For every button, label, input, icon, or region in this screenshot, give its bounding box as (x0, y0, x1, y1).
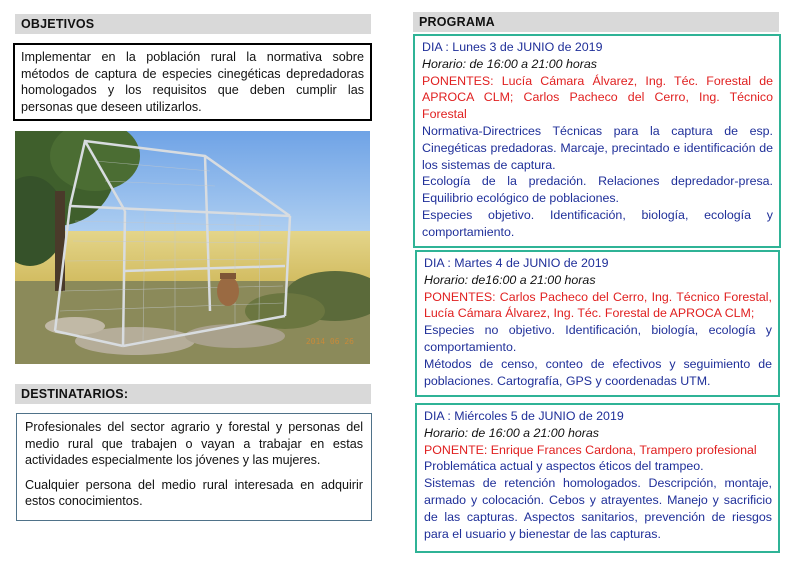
day-schedule: Horario: de 16:00 a 21:00 horas (424, 425, 599, 440)
destinatarios-paragraph-2: Cualquier persona del medio rural interesada en adquirir estos conocimientos. (25, 477, 363, 509)
program-day-2 (415, 250, 780, 397)
objetivos-text: Implementar en la población rural la normativa sobre métodos de captura de especies cinegéticas depredadoras homologados y los requisitos que deben cumplir las personas que deseen utilizarlos. (21, 50, 364, 114)
day-topic: Sistemas de retención homologados. Descripción, montaje, armado y colocación. Cebos y atrayentes. Manejo y sacrificio de las capturas. Aspectos sanitarios, prevención de riesgos para el usuario y bienestar de las capturas. (424, 476, 772, 541)
day-schedule: Horario: de 16:00 a 21:00 horas (422, 56, 597, 71)
program-day-3 (415, 403, 780, 553)
day-topic: Especies no objetivo. Identificación, biología, ecología y comportamiento. (424, 323, 772, 354)
day-date: DIA : Martes 4 de JUNIO de 2019 (424, 256, 609, 270)
day-date: DIA : Lunes 3 de JUNIO de 2019 (422, 40, 603, 54)
trap-cage-illustration (15, 131, 370, 364)
programa-heading: PROGRAMA (413, 12, 779, 32)
day-topic: Ecología de la predación. Relaciones depredador-presa. Equilibrio ecológico de poblaciones. (422, 174, 773, 206)
day-speakers: PONENTE: Enrique Frances Cardona, Trampero profesional (424, 442, 757, 457)
destinatarios-paragraph-1: Profesionales del sector agrario y forestal y personas del medio rural que trabajen o vayan a trabajar en estas actividades especialmente los jóvenes y las mujeres. (25, 420, 363, 468)
photo-date-stamp: 2014 06 26 (305, 337, 354, 346)
day-topic: Especies objetivo. Identificación, biología, ecología y comportamiento. (422, 207, 773, 239)
objetivos-box (13, 43, 372, 121)
day-topic: Normativa-Directrices Técnicas para la captura de esp. Cinegéticas predadoras. Marcaje, precintado e identificación de los sistemas de captura. (422, 123, 773, 172)
objetivos-heading: OBJETIVOS (15, 14, 371, 34)
day-topic: Problemática actual y aspectos éticos del trampeo. (424, 459, 704, 474)
day-schedule: Horario: de16:00 a 21:00 horas (424, 272, 596, 287)
day-topic: Métodos de censo, conteo de efectivos y seguimiento de poblaciones. Cartografía, GPS y coordenadas UTM. (424, 356, 772, 388)
trap-cage-photo (15, 131, 370, 364)
destinatarios-heading: DESTINATARIOS: (15, 384, 371, 404)
day-date: DIA : Miércoles 5 de JUNIO de 2019 (424, 409, 624, 423)
destinatarios-box (16, 413, 372, 521)
day-speakers: PONENTES: Lucía Cámara Álvarez, Ing. Téc. Forestal de APROCA CLM; Carlos Pacheco del Cerro, Ing. Técnico Forestal (422, 73, 773, 122)
program-day-1 (413, 34, 781, 248)
day-speakers: PONENTES: Carlos Pacheco del Cerro, Ing. Técnico Forestal, Lucía Cámara Álvarez, Ing. Téc. Forestal de APROCA CLM; (424, 289, 772, 321)
